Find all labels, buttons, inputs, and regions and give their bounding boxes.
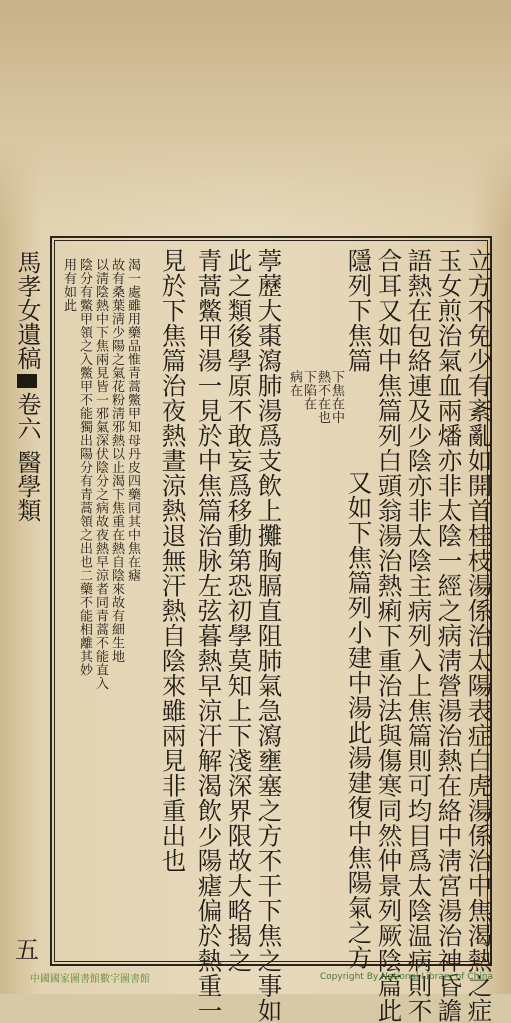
note-column-1: 渴一處雖用藥品惟青蒿鱉甲知母丹皮四藥同其中焦在瘧 [125,258,140,582]
inline-note-1: 下焦在中 [329,370,344,424]
library-watermark-en: Copyright By National Library of China [319,972,493,982]
note-column-2: 故有桑葉淸少陽之氣花粉淸邪熱以止渴下焦重在熱自陰來故有細生地 [109,258,124,663]
inline-note-2: 熱不在也 [315,370,330,424]
text-column-5 [344,248,374,373]
text-column-5-part-a: 隱列下焦篇 [344,248,374,373]
blank-top-margin [0,0,511,230]
library-watermark-cn: 中國國家圖書館數字圖書館 [30,974,150,985]
fish-tail-mark-icon [17,374,37,388]
note-column-5: 用有如此 [61,258,76,312]
running-head [8,250,46,522]
text-column-2: 玉女煎治氣血兩燔亦非太陰一經之病淸營湯治熱在絡中淸宮湯治神昏譫 [434,248,464,1023]
text-column-8: 青蒿鱉甲湯一見於中焦篇治脉左弦暮熱早涼汗解渴飲少陽瘧偏於熱重一 [194,248,224,1023]
text-column-6: 葶藶大棗瀉肺湯爲支飲上攤胸膈直阻肺氣急瀉壅塞之方不干下焦之事如 [254,248,284,1023]
page-number: 五 [15,936,39,964]
running-head-title: 馬孝女遺稿 [13,250,41,370]
text-column-1: 立方不免少有紊亂如開首桂枝湯係治太陽表症白虎湯係治中焦渴熱之症 [464,248,494,1023]
text-column-3: 語熱在包絡連及少陰亦非太陰主病列入上焦篇則可均目爲太陰温病則不 [404,248,434,1023]
note-column-4: 陰分有鱉甲領之入鱉甲不能獨出陽分有青蒿領之出也二藥不能相離其妙 [77,258,92,677]
text-column-9: 見於下焦篇治夜熱晝涼熱退無汗熱自陰來雖兩見非重出也 [158,248,188,873]
text-column-7: 此之類後學原不敢妄爲移動第恐初學莫知上下淺深界限故大略揭之 [224,248,254,973]
inline-note-4: 病在 [287,370,302,397]
inline-note-3: 下陷在 [301,370,316,411]
running-head-category: 醫學類 [13,450,41,522]
text-column-4: 合耳又如中焦篇列白頭翁湯治熱痢下重治法與傷寒同然仲景列厥陰篇此 [374,248,404,1023]
note-column-3: 以淸陰熱中下焦兩見皆一邪氣深伏陰分之病故夜熱早涼者同青蒿不能直入 [93,258,108,690]
running-head-volume: 卷六 [13,392,41,440]
text-column-5-part-b: 又如下焦篇列小建中湯此湯建復中焦陽氣之方 [344,470,374,970]
